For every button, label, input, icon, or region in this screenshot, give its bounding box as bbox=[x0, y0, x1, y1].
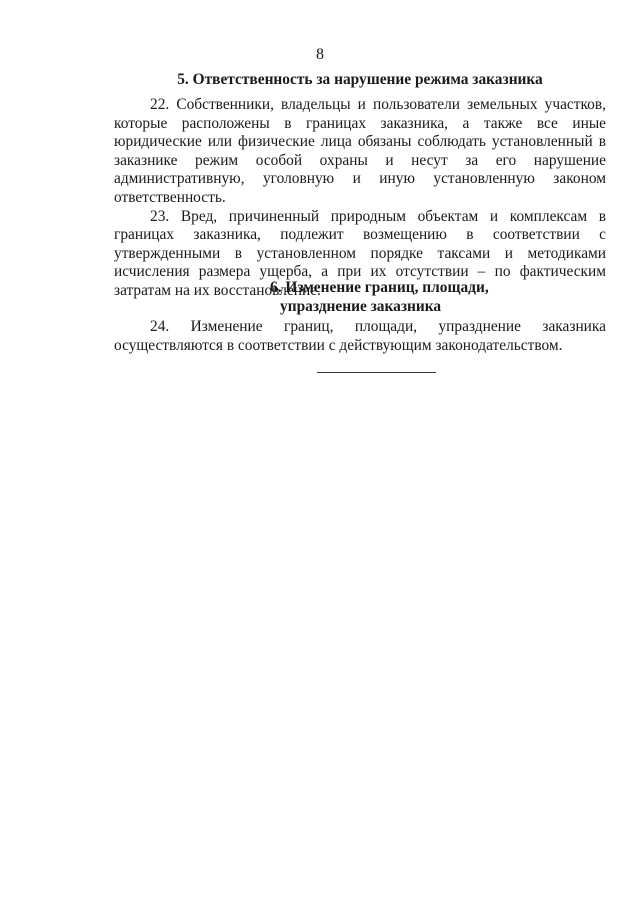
section-5-body bbox=[114, 96, 606, 301]
section-5 bbox=[114, 70, 606, 89]
section-5-heading: 5. Ответственность за нарушение режима заказника bbox=[177, 71, 543, 88]
end-divider bbox=[317, 372, 436, 373]
section-6-heading-line2: упразднение заказника bbox=[280, 298, 442, 315]
section-6-heading-line1: 6. Изменение границ, площади, bbox=[270, 279, 489, 296]
page-number: 8 bbox=[316, 46, 324, 63]
paragraph-23: 23. Вред, причиненный природным объектам и комплексам в границах заказника, подлежит возмещению в соответствии с утвержденными в установленном порядке таксами и методиками исчисления размера ущерба, а при их отсутствии – по фактическим затратам на их восстановление. bbox=[114, 207, 606, 299]
paragraph-24: 24. Изменение границ, площади, упразднение заказника осуществляются в соответствии с действующим законодательством. bbox=[114, 318, 606, 354]
section-6-body bbox=[114, 318, 606, 355]
paragraph-22: 22. Собственники, владельцы и пользователи земельных участков, которые расположены в границах заказника, а также все иные юридические или физические лица обязаны соблюдать установленный в заказнике режим особой охраны и несут за его нарушение административную, уголовную и иную установленную законом ответственность. bbox=[114, 96, 606, 206]
